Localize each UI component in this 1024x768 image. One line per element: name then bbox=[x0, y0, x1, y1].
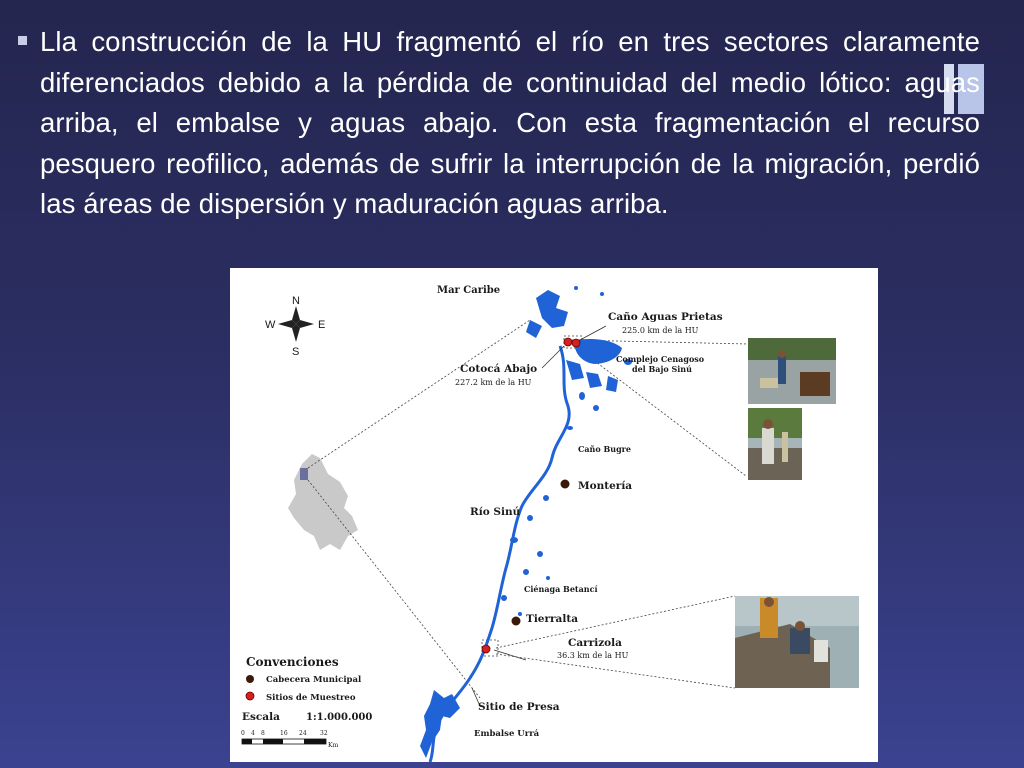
bullet-square-icon bbox=[18, 36, 27, 45]
label-cotoca-abajo-km: 227.2 km de la HU bbox=[455, 378, 532, 387]
projection-lines bbox=[308, 320, 748, 698]
scale-unit: Km bbox=[328, 742, 339, 749]
compass-icon bbox=[265, 295, 325, 358]
compass-n: N bbox=[292, 295, 300, 307]
map-figure bbox=[230, 268, 878, 762]
study-area-marker bbox=[300, 468, 308, 480]
label-complejo-1: Complejo Cenagoso bbox=[616, 354, 705, 364]
label-cotoca-abajo: Cotocá Abajo bbox=[460, 363, 538, 375]
photo-sampling-2 bbox=[748, 408, 802, 480]
label-complejo-2: del Bajo Sinú bbox=[632, 364, 692, 374]
scale-tick-16: 16 bbox=[280, 730, 288, 737]
legend-escala-label: Escala bbox=[242, 711, 280, 723]
label-monteria: Montería bbox=[578, 480, 633, 492]
compass-e: E bbox=[318, 319, 326, 331]
sample-site-cano-aguas-prietas bbox=[572, 339, 580, 347]
scale-tick-32: 32 bbox=[320, 730, 328, 737]
map-svg bbox=[230, 268, 878, 762]
legend-sample-dot bbox=[246, 692, 254, 700]
scale-tick-4: 4 bbox=[251, 730, 255, 737]
compass-s: S bbox=[292, 346, 300, 358]
label-carrizola-km: 36.3 km de la HU bbox=[557, 651, 629, 660]
label-mar-caribe: Mar Caribe bbox=[437, 285, 501, 296]
label-carrizola: Carrizola bbox=[568, 637, 622, 649]
scale-tick-8: 8 bbox=[261, 730, 265, 737]
sample-site-cotoca bbox=[564, 338, 572, 346]
photo-sampling-3 bbox=[735, 596, 859, 688]
compass-w: W bbox=[265, 319, 276, 331]
embalse-urra bbox=[420, 690, 460, 758]
label-cienaga-betanci: Ciénaga Betancí bbox=[524, 584, 598, 594]
label-embalse-urra: Embalse Urrá bbox=[474, 729, 540, 739]
legend-escala-value: 1:1.000.000 bbox=[306, 712, 373, 723]
scale-bar bbox=[242, 739, 326, 744]
label-cano-aguas-prietas-km: 225.0 km de la HU bbox=[622, 326, 699, 335]
label-cano-bugre: Caño Bugre bbox=[578, 444, 631, 454]
municipal-seat-monteria bbox=[561, 480, 570, 489]
legend-title: Convenciones bbox=[246, 655, 339, 669]
scale-tick-0: 0 bbox=[241, 730, 245, 737]
label-cano-aguas-prietas: Caño Aguas Prietas bbox=[608, 311, 723, 323]
map-legend bbox=[241, 655, 372, 749]
colombia-outline bbox=[288, 454, 358, 550]
legend-sitios: Sitios de Muestreo bbox=[266, 693, 356, 703]
bullet-text: Lla construcción de la HU fragmentó el río en tres sectores claramente diferenciados debido a la pérdida de continuidad del medio lótico: aguas arriba, el embalse y aguas abajo. Con esta fragmentación el recurso pesquero reofilico, además de sufrir la interrupción de la migración, perdió las áreas de dispersión y maduración aguas arriba. bbox=[40, 26, 980, 219]
legend-municipal-dot bbox=[246, 675, 254, 683]
municipal-seat-tierralta bbox=[512, 617, 521, 626]
label-tierralta: Tierralta bbox=[526, 613, 578, 625]
label-rio-sinu: Río Sinú bbox=[470, 506, 521, 518]
photo-sampling-1 bbox=[748, 338, 836, 404]
sample-site-carrizola bbox=[482, 645, 490, 653]
label-sitio-de-presa: Sitio de Presa bbox=[478, 701, 560, 713]
bullet-point bbox=[18, 22, 980, 225]
legend-cabecera: Cabecera Municipal bbox=[266, 675, 362, 685]
scale-tick-24: 24 bbox=[299, 730, 307, 737]
